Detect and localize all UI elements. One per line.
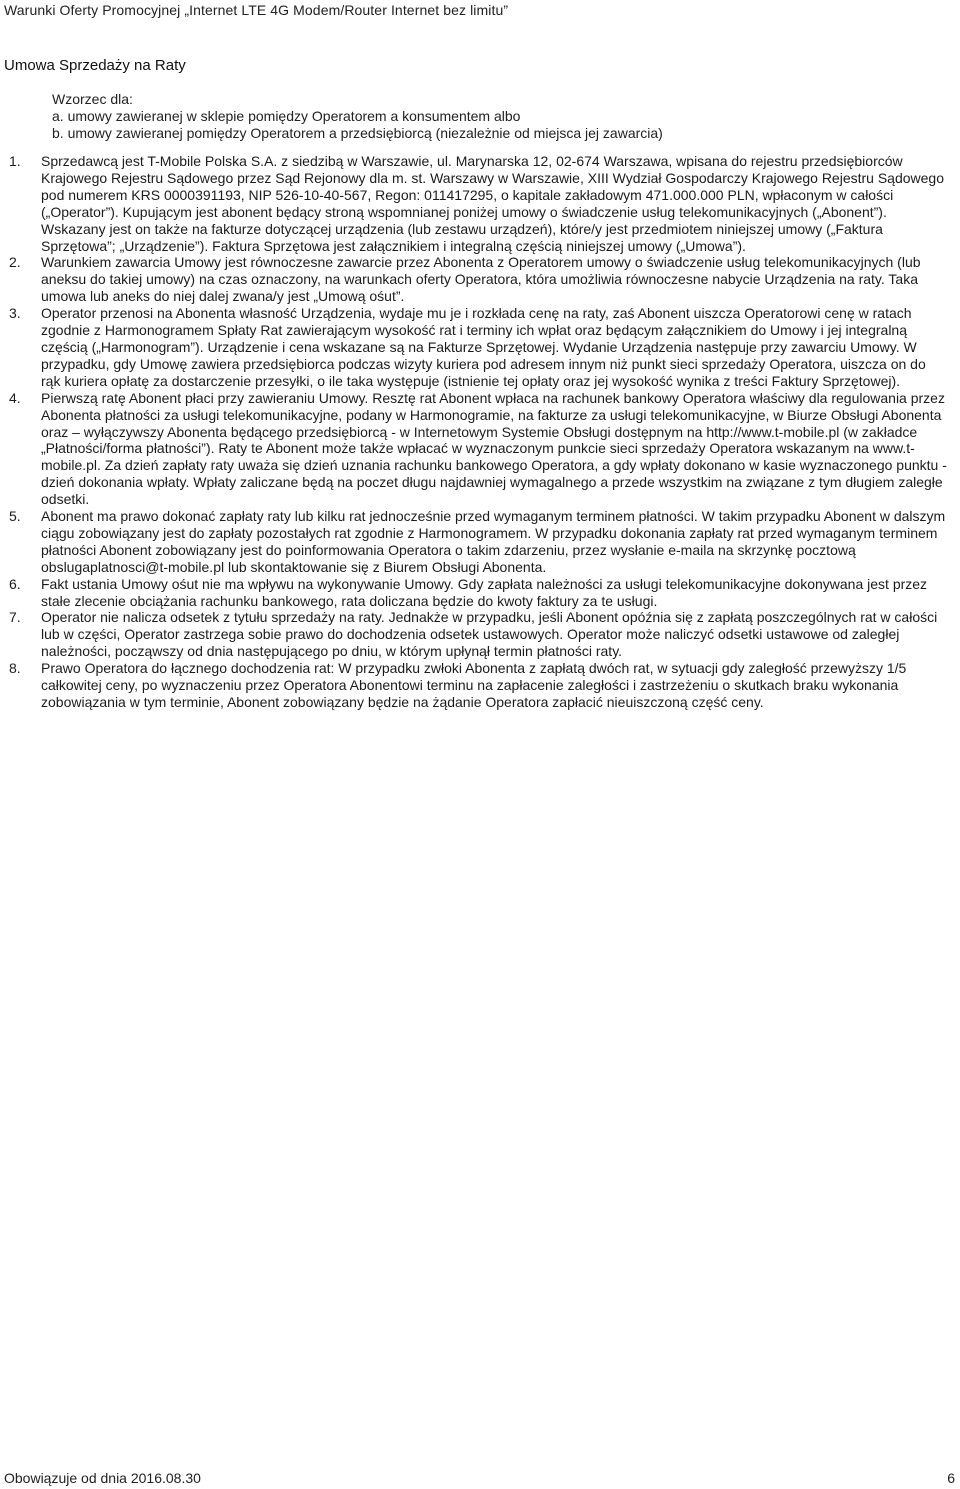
- clause-number: 5.: [9, 508, 21, 525]
- template-option-b: b. umowy zawieranej pomiędzy Operatorem a przedsiębiorcą (niezależnie od miejsca jej zawarcia): [52, 125, 663, 141]
- clause-3: [0, 305, 960, 390]
- clause-text: Prawo Operatora do łącznego dochodzenia rat: W przypadku zwłoki Abonenta z zapłatą dwóch rat, w sytuacji gdy zaległość przewyższy 1/5 całkowitej ceny, po wyznaczeniu przez Operatora Abonentowi terminu na zapłacenie zaległości i zastrzeżeniu o skutkach braku wykonania zobowiązania w tym terminie, Abonent zobowiązany będzie na żądanie Operatora zapłacić nieuiszczoną część ceny.: [41, 660, 907, 710]
- clause-4: [0, 390, 960, 508]
- clause-text: Pierwszą ratę Abonent płaci przy zawieraniu Umowy. Resztę rat Abonent wpłaca na rachunek bankowy Operatora właściwy dla regulowania przez Abonenta płatności za usługi telekomunikacyjne, podany w Harmonogramie, na fakturze za usługi telekomunikacyjne, w Biurze Obsługi Abonenta oraz – wyłączywszy Abonenta będącego przedsiębiorcą - w Internetowym Systemie Obsługi dostępnym na http://www.t-mobile.pl (w zakładce „Płatności/forma płatności”). Raty te Abonent może także wpłacać w wyznaczonym punkcie sieci sprzedaży Operatora wskazanym na www.t-mobile.pl. Za dzień zapłaty raty uważa się dzień uznania rachunku bankowego Operatora, a gdy wpłaty dokonano w kasie wyznaczonego punktu - dzień dokonania wpłaty. Wpłaty zaliczane będą na poczet długu najdawniej wymagalnego a przede wszystkim na związane z tym długiem zaległe odsetki.: [41, 389, 947, 508]
- clause-2: [0, 254, 960, 305]
- clause-number: 1.: [9, 153, 21, 169]
- clause-number: 4.: [9, 389, 21, 406]
- clause-5: [0, 508, 960, 576]
- clause-text: Abonent ma prawo dokonać zapłaty raty lub kilku rat jednocześnie przed wymaganym terminem płatności. W takim przypadku Abonent w dalszym ciągu zobowiązany jest do zapłaty pozostałych rat zgodnie z Harmonogramem. W przypadku dokonania zapłaty rat przed wymaganym terminem płatności Abonent zobowiązany jest do poinformowania Operatora o takim zdarzeniu, przez wysłanie e-maila na skrzynkę pocztową obslugaplatnosci@t-mobile.pl lub skontaktowanie się z Biurem Obsługi Abonenta.: [41, 508, 946, 575]
- template-label: Wzorzec dla:: [52, 91, 133, 107]
- clause-text: Operator przenosi na Abonenta własność Urządzenia, wydaje mu je i rozkłada cenę na raty, zaś Abonent uiszcza Operatorowi cenę w ratach zgodnie z Harmonogramem Spłaty Rat zawierającym wysokość rat i terminy ich wpłat oraz będącym załącznikiem do Umowy i jej integralną częścią („Harmonogram”). Urządzenie i cena wskazane są na Fakturze Sprzętowej. Wydanie Urządzenia następuje przy zawarciu Umowy. W przypadku, gdy Umowę zawiera przedsiębiorca podczas wizyty kuriera pod adresem innym niż punkt sieci sprzedaży Operatora, uiszcza on do rąk kuriera opłatę za dostarczenie przesyłki, o ile taka występuje (istnienie tej opłaty oraz jej wysokość wynika z treści Faktury Sprzętowej).: [41, 305, 926, 389]
- template-scope: [52, 91, 663, 142]
- footer-effective-date: Obowiązuje od dnia 2016.08.30: [4, 1470, 201, 1486]
- clause-list: [0, 153, 960, 711]
- document-title: Umowa Sprzedaży na Raty: [4, 57, 186, 74]
- clause-text: Warunkiem zawarcia Umowy jest równoczesne zawarcie przez Abonenta z Operatorem umowy o świadczenie usług telekomunikacyjnych (lub aneksu do takiej umowy) na czas oznaczony, na warunkach oferty Operatora, która umożliwia równoczesne nabycie Urządzenia na raty. Taka umowa lub aneks do niej dalej zwana/y jest „Umową ośut”.: [41, 254, 921, 305]
- footer-page-number: 6: [947, 1470, 955, 1486]
- clause-6: [0, 576, 960, 610]
- clause-number: 3.: [9, 305, 21, 322]
- clause-1: [0, 153, 960, 254]
- clause-number: 2.: [9, 254, 21, 271]
- clause-8: [0, 660, 960, 711]
- clause-number: 6.: [9, 575, 21, 592]
- clause-text: Sprzedawcą jest T-Mobile Polska S.A. z siedzibą w Warszawie, ul. Marynarska 12, 02-674 Warszawa, wpisana do rejestru przedsiębiorców Krajowego Rejestru Sądowego przez Sąd Rejonowy dla m. st. Warszawy w Warszawie, XIII Wydział Gospodarczy Krajowego Rejestru Sądowego pod numerem KRS 0000391193, NIP 526-10-40-567, Regon: 011417295, o kapitale zakładowym 471.000.000 PLN, wpłaconym w całości („Operator”). Kupującym jest abonent będący stroną wspomnianej poniżej umowy o świadczenie usług telekomunikacyjnych („Abonent”). Wskazany jest on także na fakturze dotyczącej urządzenia (lub zestawu urządzeń), które/y jest przedmiotem niniejszej umowy („Faktura Sprzętowa”; „Urządzenie”). Faktura Sprzętowa jest załącznikiem i integralną częścią niniejszej umowy („Umowa”).: [41, 153, 944, 254]
- running-header: Warunki Oferty Promocyjnej „Internet LTE 4G Modem/Router Internet bez limitu”: [4, 2, 509, 18]
- template-option-a: a. umowy zawieranej w sklepie pomiędzy Operatorem a konsumentem albo: [52, 108, 521, 124]
- clause-7: [0, 609, 960, 660]
- clause-number: 7.: [9, 609, 21, 626]
- clause-text: Fakt ustania Umowy ośut nie ma wpływu na wykonywanie Umowy. Gdy zapłata należności za usługi telekomunikacyjne dokonywana jest przez stałe zlecenie obciążania rachunku bankowego, rata doliczana będzie do kwoty faktury za te usługi.: [41, 575, 928, 609]
- clause-text: Operator nie nalicza odsetek z tytułu sprzedaży na raty. Jednakże w przypadku, jeśli Abonent opóźnia się z zapłatą poszczególnych rat w całości lub w części, Operator zastrzega sobie prawo do dochodzenia odsetek ustawowych. Operator może naliczyć odsetki ustawowe od zaległej należności, począwszy od dnia następującego po dniu, w którym upłynął termin płatności raty.: [41, 609, 938, 660]
- clause-number: 8.: [9, 660, 21, 677]
